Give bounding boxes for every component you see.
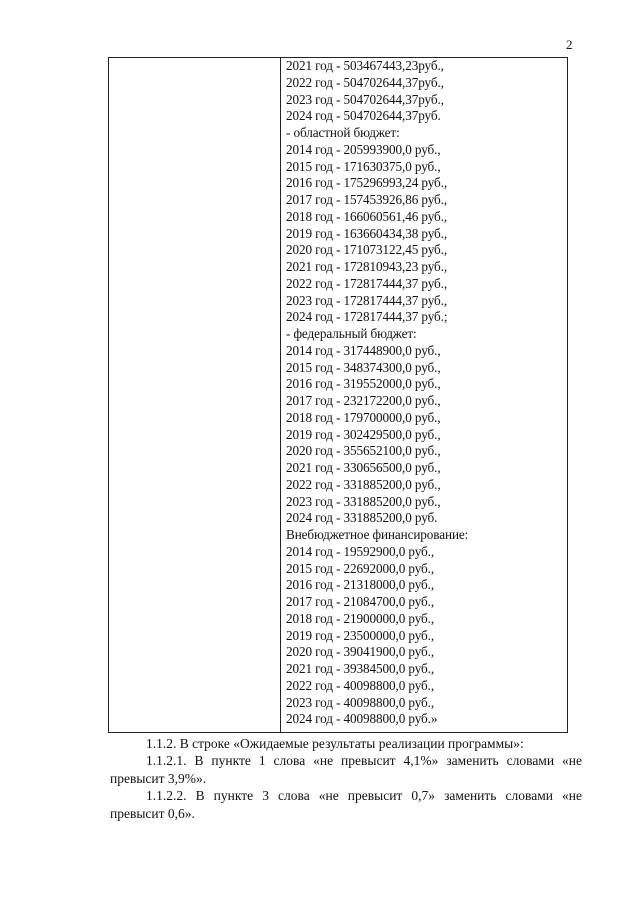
table-line: 2019 год - 163660434,38 руб., [286,225,448,241]
table-line: 2021 год - 330656500,0 руб., [286,460,441,475]
table-line: 2016 год - 175296993,24 руб., [286,175,448,191]
page-number: 2 [566,37,573,52]
table-line: 2024 год - 40098800,0 руб.» [286,711,438,727]
table-line: 2022 год - 40098800,0 руб., [286,677,435,693]
table-line: 2017 год - 21084700,0 руб., [286,594,435,609]
table-line: 2015 год - 348374300,0 руб., [286,359,441,375]
paragraph-1-1-2-2 [110,787,582,822]
paragraph-text: 1.1.2.1. В пункте 1 слова «не превысит 4,1%» заменить словами «не превысит 3,9%». [110,753,582,786]
table-line: 2024 год - 331885200,0 руб. [286,510,438,526]
table-line: Внебюджетное финансирование: [286,527,469,542]
table-line: 2023 год - 331885200,0 руб., [286,493,441,509]
table-line: - областной бюджет: [286,125,400,140]
table-line: 2022 год - 331885200,0 руб., [286,476,441,492]
table-line: 2014 год - 317448900,0 руб., [286,342,441,358]
table-line: 2017 год - 232172200,0 руб., [286,393,441,408]
budget-table [108,57,568,733]
table-line: 2018 год - 166060561,46 руб., [286,208,448,224]
table-left-cell [109,58,281,732]
table-line: 2018 год - 21900000,0 руб., [286,610,435,626]
table-line: 2020 год - 355652100,0 руб., [286,443,441,459]
table-line: 2023 год - 504702644,37руб., [286,91,444,107]
table-line: 2017 год - 157453926,86 руб., [286,192,448,207]
paragraph-text: 1.1.2.2. В пункте 3 слова «не превысит 0,7» заменить словами «не превысит 0,6». [110,788,582,821]
table-line: 2020 год - 39041900,0 руб., [286,644,435,660]
table-line: 2016 год - 21318000,0 руб., [286,577,435,593]
table-line: 2021 год - 172810943,23 руб., [286,259,448,274]
paragraph-text: 1.1.2. В строке «Ожидаемые результаты реализации программы»: [146,736,524,751]
table-line: 2022 год - 172817444,37 руб., [286,275,448,291]
table-right-cell [281,58,567,732]
table-line: 2021 год - 39384500,0 руб., [286,661,435,676]
table-line: 2014 год - 19592900,0 руб., [286,543,435,559]
table-line: 2016 год - 319552000,0 руб., [286,376,441,392]
table-line: 2019 год - 302429500,0 руб., [286,426,441,442]
table-line: 2020 год - 171073122,45 руб., [286,242,448,258]
table-line: 2018 год - 179700000,0 руб., [286,409,441,425]
paragraph-1-1-2 [110,735,582,753]
table-line: 2019 год - 23500000,0 руб., [286,627,435,643]
table-line: 2023 год - 40098800,0 руб., [286,694,435,710]
table-line: 2024 год - 504702644,37руб. [286,108,441,124]
table-line: 2015 год - 22692000,0 руб., [286,560,435,576]
table-line: 2022 год - 504702644,37руб., [286,74,444,90]
table-line: - федеральный бюджет: [286,326,417,341]
table-line: 2024 год - 172817444,37 руб.; [286,309,448,325]
paragraph-1-1-2-1 [110,752,582,787]
table-line: 2015 год - 171630375,0 руб., [286,158,441,174]
table-line: 2023 год - 172817444,37 руб., [286,292,448,308]
table-line: 2014 год - 205993900,0 руб., [286,141,441,157]
table-line: 2021 год - 503467443,23руб., [286,58,444,73]
